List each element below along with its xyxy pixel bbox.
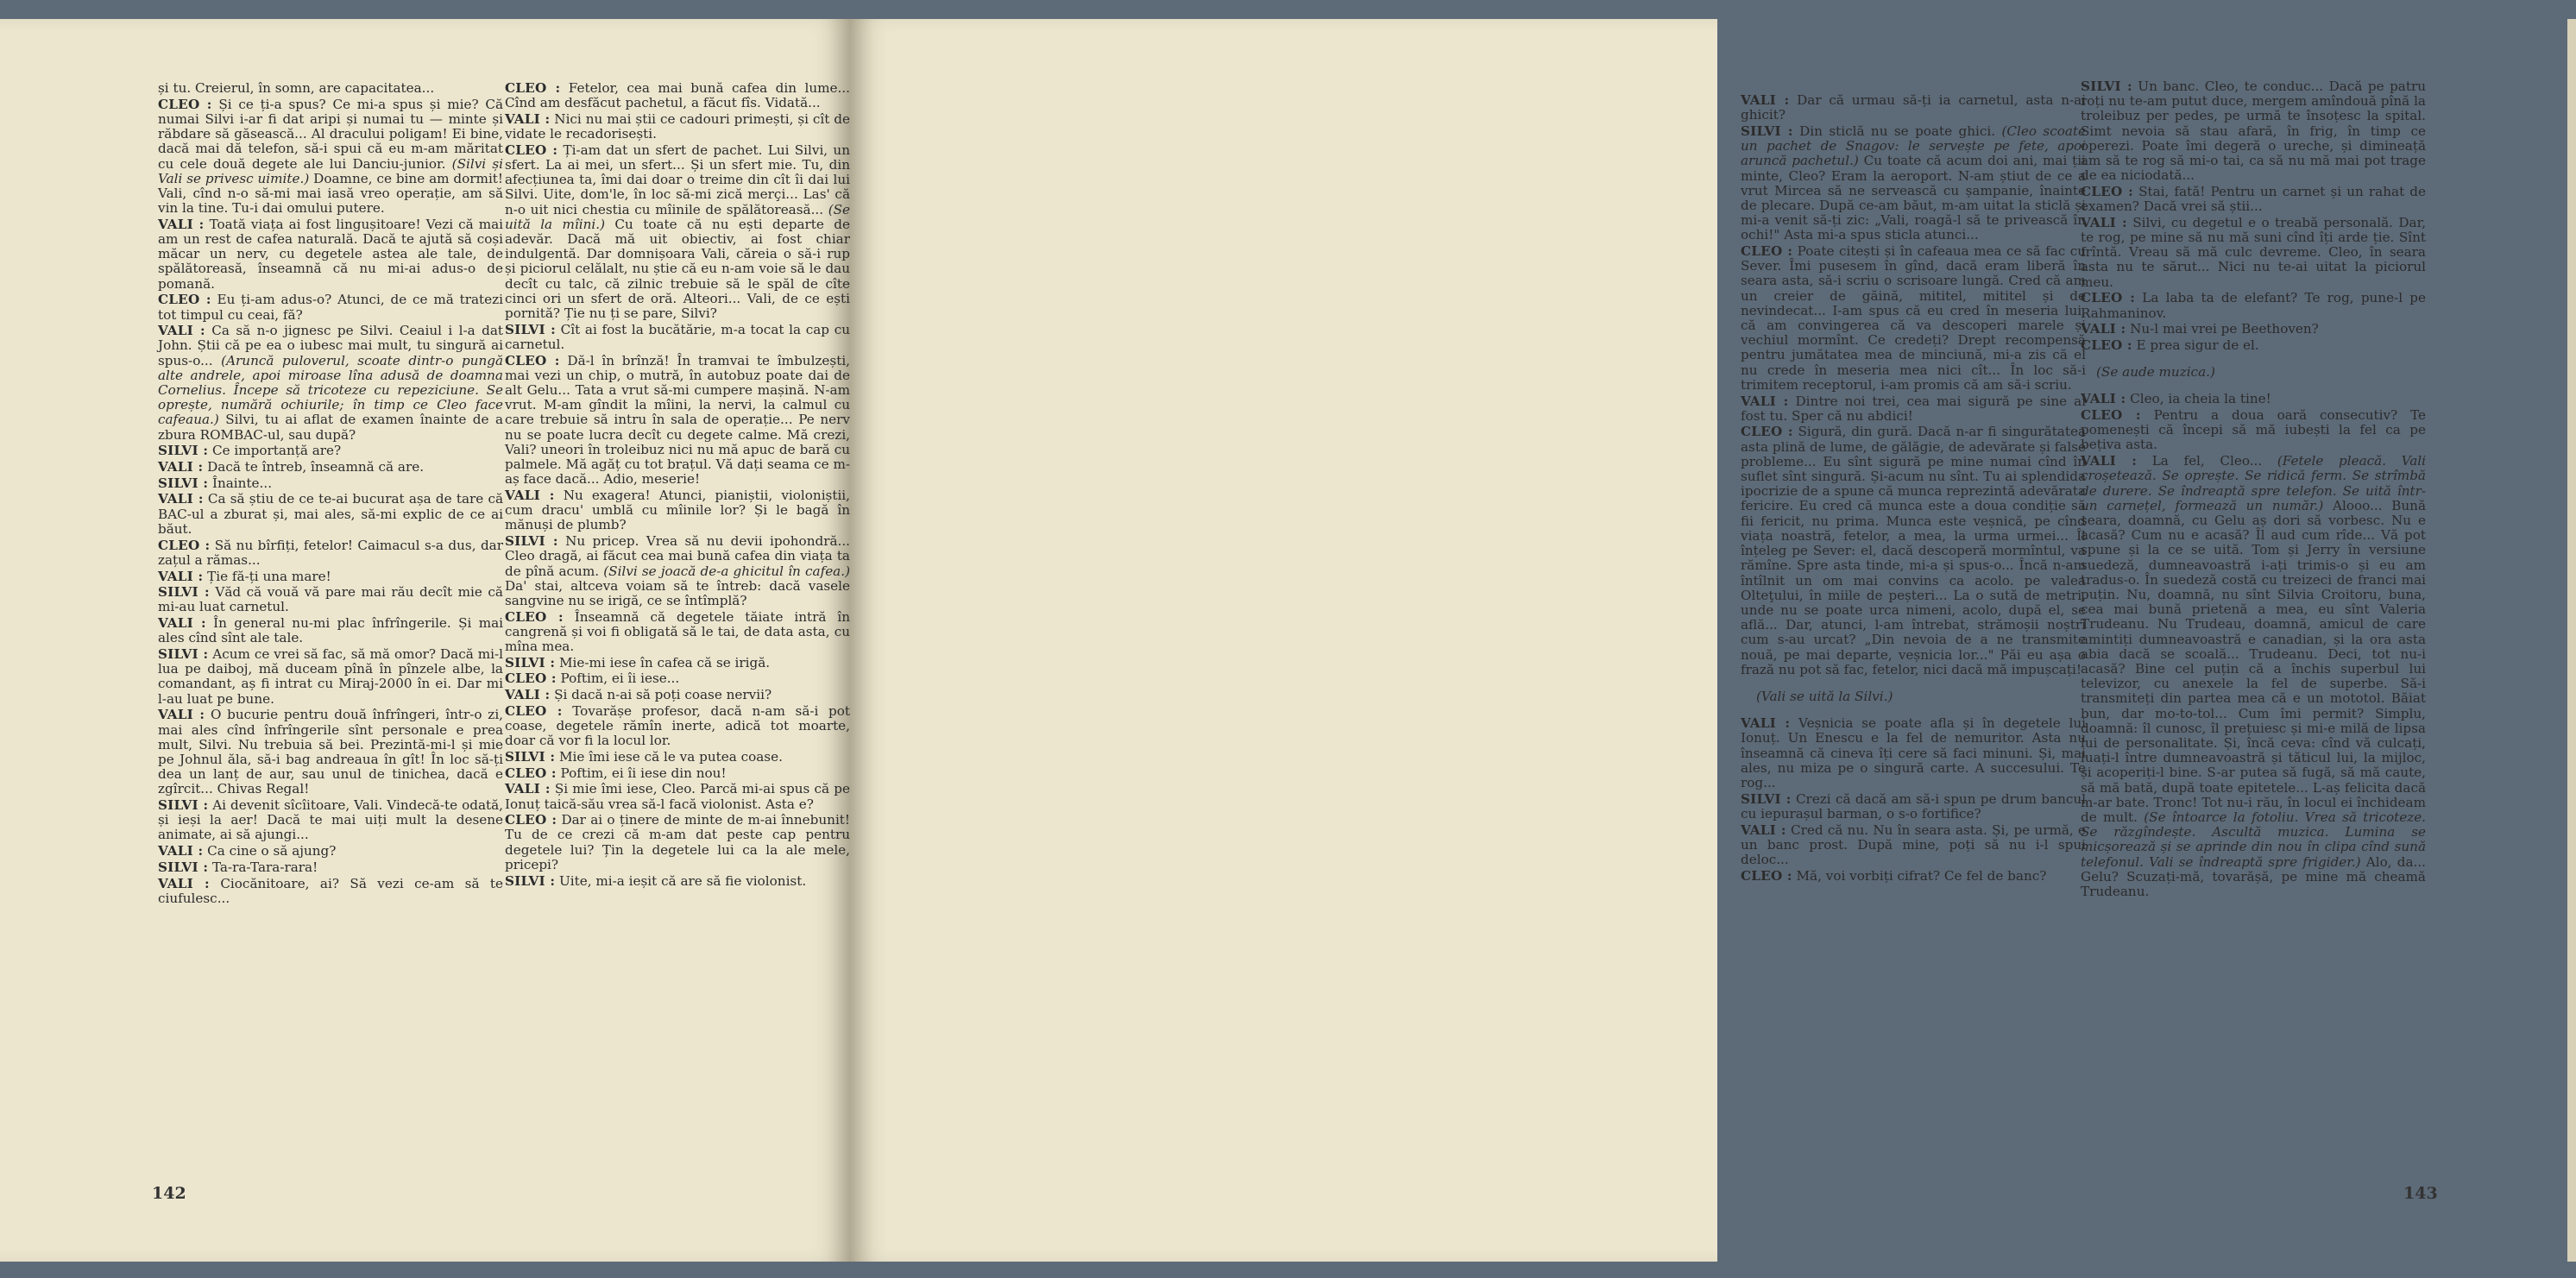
speaker-name: SILVI : <box>158 443 209 459</box>
dialogue-line <box>158 585 503 614</box>
dialogue-line <box>158 81 503 96</box>
speaker-name: CLEO : <box>505 670 557 687</box>
line-text: Mă, voi vorbiți cifrat? Ce fel de banc? <box>1796 867 2047 884</box>
speaker-name: CLEO : <box>1741 867 1792 884</box>
speaker-name: CLEO : <box>505 142 558 158</box>
line-text: Să nu bîrfiți, fetelor! Caimacul s-a dus, dar zațul a rămas... <box>158 537 504 568</box>
dialogue-line <box>158 324 503 443</box>
line-text: Tovarășe profesor, dacă n-am să-i pot coase, degetele rămîn inerte, adică tot moarte, doar că vor fi la locul lor. <box>505 702 850 749</box>
dialogue-line <box>505 766 850 781</box>
dialogue-line <box>1741 244 2086 393</box>
line-text: La fel, Cleo... <box>2151 453 2263 469</box>
dialogue-line <box>1741 124 2086 243</box>
speaker-name: CLEO : <box>505 608 564 625</box>
line-text: Silvi, cu degetul e o treabă personală. Dar, te rog, pe mine să nu mă suni cînd îți arde ție. Sînt frîntă. Vreau să mă culc devreme. Cleo, în seara asta nu te sărut... Nici nu te-ai uitat la piciorul meu. <box>2081 214 2427 290</box>
column-4 <box>2081 79 2426 901</box>
line-text: Sigură, din gură. Dacă n-ar fi singurătatea asta plină de lume, de gălăgie, de adevărate și false probleme... Eu sînt sigură pe mine numai cînd în suflet sînt singură. Și-acum nu sînt. Tu ai splendida ipocrizie de a spune că munca reprezintă adevărata fericire. Eu cred că munca este a doua condiție să fii fericit, nu prima. Munca este veșnică, pe cînd viața noastră, fetelor, a mea, la urma urmei... Îl înțeleg pe Sever: el, dacă descoperă mormîntul, va rămîne. Spre asta tinde, mi-a și spus-o... Încă n-am întîlnit un om mai convins ca acolo. pe valea Olteţului, în miile de peșteri... La o sută de metri, unde nu se poate urca nimeni, acolo, după el, se află... Dar, atunci, l-am întrebat, strămoșii noștri cum s-au urcat? „Din nevoia de a ne transmite nouă, pe mai departe, veșnicia lor..." Păi eu așa o frază nu pot să fac, fetelor, nici dacă mă impușcați! <box>1741 424 2086 677</box>
line-text: Înainte... <box>211 475 273 491</box>
line-text: Un banc. Cleo, te conduc... Dacă pe patru roți nu te-am putut duce, mergem amîndouă pînă la troleibuz per pedes, pe urmă te însoțesc la spital. Simt nevoia să stau afară, în frig, în timp ce operezi. Poate îmi degeră o ureche, și dimineață am să te rog să mi-o tai, ca să nu mă mai pot trage de ea niciodată... <box>2081 79 2426 184</box>
speaker-name: SILVI : <box>505 872 556 889</box>
line-text: Veșnicia se poate afla și în degetele lui Ionuț. Un Enescu e la fel de nemuritor. Asta nu înseamnă că cineva îți cere să faci minuni. Și, mai ales, nu miza pe o singură carte. A succesului. Te rog... <box>1741 715 2087 790</box>
line-text: Toată viața ai fost lingușitoare! Vezi că mai am un rest de cafea naturală. Dacă te ajută să coși măcar un nerv, cu degetele astea ale tale, de spălătoreasă, înseamnă că nu mi-ai adus-o de pomană. <box>158 216 504 292</box>
line-text: Poate citești și în cafeaua mea ce să fac cu Sever. Îmi pusesem în gînd, dacă eram liberă în seara asta, să-i scriu o scrisoare lungă. Cred că am un creier de găină, mititel, mititel și de nevindecat... I-am spus că eu cred în meseria lui, că am convingerea că va descoperi marele și vechiul mormînt. Ce credeți? Drept recompensă pentru jumătatea mea de minciună, mi-a zis că el nu crede în meseria mea nici cît... În loc să-i trimitem receptorul, i-am promis că am să-i scriu. <box>1741 243 2087 393</box>
speaker-name: VALI : <box>158 491 204 507</box>
dialogue-line <box>2081 79 2426 183</box>
line-text: Cu toate că acum doi ani, mai ții minte, Cleo? Eram la aeroport. N-am știut de ce a vrut Mircea să ne servească cu șampanie, înainte de plecare. După ce-am băut, m-am uitat la sticlă și mi-a venit să-ți zic: „Vali, roagă-l să te privească în ochi!" Asta mi-a spus sticla atunci... <box>1741 153 2087 243</box>
dialogue-line <box>158 492 503 537</box>
dialogue-line <box>2081 216 2426 290</box>
dialogue-line <box>158 476 503 491</box>
line-text: Cred că nu. Nu în seara asta. Și, pe urmă, e un banc prost. După mine, poți să nu i-l spui deloc... <box>1741 822 2086 867</box>
dialogue-line <box>1741 394 2086 424</box>
dialogue-line <box>1741 425 2086 677</box>
line-text: Dacă te întreb, înseamnă că are. <box>207 459 425 475</box>
dialogue-line <box>505 354 850 488</box>
dialogue-line <box>505 488 850 533</box>
column-1 <box>158 81 503 907</box>
line-text: Și ce ți-a spus? Ce mi-a spus și mie? Că numai Silvi i-ar fi dat aripi și numai tu — minte și răbdare să găsească... Al dracului poligam! Ei bine, dacă mai dă telefon, să-i spui că eu m-am măritat cu cele două degete ale lui Danciu-junior. <box>158 96 504 172</box>
dialogue-line <box>158 860 503 875</box>
line-text: Ca să n-o jignesc pe Silvi. Ceaiul i l-a dat John. Știi că pe ea o iubesc mai mult, tu singură ai spus-o... <box>158 323 504 368</box>
line-text: Stai, fată! Pentru un carnet și un rahat de examen? Dacă vrei să știi... <box>2081 183 2426 215</box>
dialogue-line <box>158 460 503 475</box>
line-text: Ți-am dat un sfert de pachet. Lui Silvi, un sfert. La ai mei, un sfert... Și un sfert mie. Tu, din afecțiunea ta, îmi dai doar o treime din cît îi dai lui Silvi. Uite, dom'le, în loc să-mi zică merçi... Las' că n-o uit nici chestia cu mîinile de spălătoreasă... <box>505 142 850 217</box>
speaker-name: VALI : <box>158 568 204 584</box>
stage-direction: (Aruncă puloverul, scoate dintr-o pungă alte andrele, apoi miroase lîna adusă de doamna Cornelius. Începe să tricoteze cu repeziciune. Se oprește, numără ochiurile; în timp ce Cleo face cafeaua.) <box>158 352 504 428</box>
line-text: Văd că vouă vă pare mai rău decît mie că mi-au luat carnetul. <box>158 584 503 615</box>
speaker-name: SILVI : <box>158 475 209 491</box>
speaker-name: SILVI : <box>505 321 556 337</box>
page-edge <box>2567 19 2576 1262</box>
right-page <box>850 19 2438 1262</box>
speaker-name: VALI : <box>158 615 206 632</box>
line-text: Ție fă-ți una mare! <box>207 568 331 584</box>
dialogue-line <box>505 81 850 110</box>
speaker-name: SILVI : <box>158 797 209 814</box>
line-text: Mie îmi iese că le va putea coase. <box>558 748 783 765</box>
speaker-name: SILVI : <box>1741 790 1792 807</box>
column-3 <box>1741 93 2086 885</box>
speaker-name: SILVI : <box>1741 123 1793 139</box>
line-text: Alo, da... Gelu? Scuzați-mă, tovarășă, pe mine mă cheamă Trudeanu. <box>2081 853 2427 900</box>
dialogue-line <box>2081 185 2426 214</box>
dialogue-line <box>505 143 850 321</box>
line-text: Ca cine o să ajung? <box>207 843 337 859</box>
line-text: Dar că urmau să-ți ia carnetul, asta n-ai ghicit? <box>1741 92 2087 123</box>
line-text: Eu ți-am adus-o? Atunci, de ce mă tratezi tot timpul cu ceai, fă? <box>158 292 504 323</box>
line-text: Nu exagera! Atunci, pianiștii, violoniștii, cum dracu' umblă cu mîinile lor? Și le bagă în mănuși de plumb? <box>505 487 850 533</box>
dialogue-line <box>158 570 503 584</box>
line-text: E prea sigur de el. <box>2136 337 2259 353</box>
line-text: Nu-l mai vrei pe Beethoven? <box>2130 321 2319 337</box>
stage-direction: (Silvi se joacă de-a ghicitul în cafea.) <box>603 563 850 579</box>
speaker-name: VALI : <box>2081 391 2126 407</box>
dialogue-line <box>2081 392 2426 406</box>
stage-direction: (Se aude muzica.) <box>2096 364 2215 381</box>
open-book <box>0 19 2438 1262</box>
line-text: Poftim, ei îi iese din nou! <box>560 765 727 781</box>
line-text: Cît ai fost la bucătărie, m-a tocat la cap cu carnetul. <box>505 321 850 352</box>
stage-direction: (Vali se uită la Silvi.) <box>1756 688 1893 704</box>
line-text: Dar ai o ținere de minte de m-ai înnebunit! Tu de ce crezi că m-am dat peste cap pentru degetele lui? Țin la degetele lui ca la ale mele, pricepi? <box>505 812 851 872</box>
line-text: Pentru a doua oară consecutiv? Te pomenești că începi să mă iubești la fel ca pe bețiva asta. <box>2081 407 2427 453</box>
dialogue-line <box>505 610 850 655</box>
speaker-name: VALI : <box>2081 321 2126 337</box>
dialogue-line <box>158 647 503 707</box>
page-number-right: 143 <box>2403 1184 2438 1203</box>
dialogue-line <box>1741 792 2086 822</box>
page-number-left: 142 <box>152 1184 186 1203</box>
dialogue-line <box>1741 869 2086 884</box>
line-text: O bucurie pentru două înfrîngeri, într-o zi, mai ales cînd înfrîngerile sînt personale e prea mult, Silvi. Nu trebuia să bei. Prezintă-mi-l și mie pe Johnul ăla, să-i bag andreaua în gît! În loc să-ți dea un lanț de aur, sau unul de tinichea, dacă e zgîrcit... Chivas Regal! <box>158 707 503 797</box>
line-text: La laba ta de elefant? Te rog, pune-l pe Rahmaninov. <box>2081 290 2427 321</box>
line-text: Nici nu mai știi ce cadouri primești, și cît de vidate le recadorisești. <box>505 110 851 142</box>
dialogue-line <box>158 293 503 322</box>
speaker-name: SILVI : <box>505 533 558 550</box>
speaker-name: VALI : <box>158 216 205 232</box>
dialogue-line <box>505 688 850 702</box>
dialogue-line <box>158 877 503 906</box>
speaker-name: CLEO : <box>2081 407 2141 424</box>
line-text: Înseamnă că degetele tăiate intră în cangrenă și voi fi obligată să le tai, de data asta, cu mîna mea. <box>505 608 850 655</box>
speaker-name: VALI : <box>158 707 205 723</box>
dialogue-line <box>505 750 850 765</box>
dialogue-line <box>505 704 850 749</box>
speaker-name: VALI : <box>505 687 551 703</box>
line-text: Și mie îmi iese, Cleo. Parcă mi-ai spus că pe Ionuț taică-său vrea să-l facă violonist. Asta e? <box>505 781 850 812</box>
dialogue-line <box>158 538 503 568</box>
speaker-name: SILVI : <box>158 584 210 601</box>
speaker-name: CLEO : <box>505 80 561 96</box>
stage-direction-line <box>1756 689 2086 704</box>
line-text: Silvi, tu ai aflat de examen înainte de a zbura ROMBAC-ul, sau după? <box>158 412 504 443</box>
line-text: și tu. Creierul, în somn, are capacitatea... <box>158 80 435 96</box>
speaker-name: VALI : <box>158 843 204 859</box>
line-text: Nu pricep. Vrea să nu devii ipohondră... Cleo dragă, ai făcut cea mai bună cafea din viața ta de pînă acum. <box>505 533 851 579</box>
speaker-name: VALI : <box>158 323 205 339</box>
dialogue-line <box>505 112 850 142</box>
dialogue-line <box>158 217 503 292</box>
line-text: Cleo, ia cheia la tine! <box>2130 391 2271 407</box>
line-text: În general nu-mi plac înfrîngerile. Și mai ales cînd sînt ale tale. <box>158 615 504 646</box>
line-text: Ce importanță are? <box>211 443 342 459</box>
line-text: Da' stai, altceva voiam să te întreb: dacă vasele sangvine nu se irigă, ce se întîmplă? <box>505 577 850 608</box>
line-text: Ai devenit sîcîitoare, Vali. Vindecă-te odată, și ieși la aer! Dacă te mai uiți mult la desene animate, ai să ajungi... <box>158 797 503 843</box>
dialogue-line <box>505 813 850 872</box>
dialogue-line <box>2081 454 2426 899</box>
dialogue-line <box>1741 823 2086 868</box>
speaker-name: VALI : <box>505 110 551 127</box>
speaker-name: CLEO : <box>158 537 211 553</box>
dialogue-line <box>1741 93 2086 123</box>
dialogue-line <box>505 782 850 811</box>
dialogue-line <box>2096 365 2426 380</box>
speaker-name: CLEO : <box>2081 183 2133 199</box>
speaker-name: CLEO : <box>505 812 557 828</box>
speaker-name: SILVI : <box>158 859 209 875</box>
line-text: Poftim, ei îi iese... <box>560 670 680 687</box>
line-text: Mie-mi iese în cafea că se irigă. <box>558 654 771 670</box>
dialogue-line <box>2081 322 2426 337</box>
speaker-name: SILVI : <box>158 646 209 663</box>
line-text: Ta-ra-Tara-rara! <box>211 859 318 875</box>
line-text: Ca să știu de ce te-ai bucurat așa de tare că BAC-ul a zburat și, mai ales, să-mi explic de ce ai băut. <box>158 491 504 537</box>
speaker-name: CLEO : <box>505 765 557 781</box>
speaker-name: CLEO : <box>2081 290 2136 306</box>
dialogue-line <box>2081 291 2426 320</box>
line-text: Cu toate că nu ești departe de adevăr. Dacă mă uit obiectiv, ai fost chiar indulgentă. Dar domnișoara Vali, căreia o să-i rup și piciorul celălalt, nu știe că eu n-am voie să le dau decît cu talc, că zilnic trebuie să le spăl de cîte cinci ori un sfert de oră. Alteori... Vali, de ce ești pornită? Ție nu ți se pare, Silvi? <box>505 216 851 322</box>
line-text: Crezi că dacă am să-i spun pe drum bancul cu iepurașul barman, o s-o fortifice? <box>1741 790 2086 822</box>
line-text: Și dacă n-ai să poți coase nervii? <box>554 687 772 703</box>
column-2 <box>505 81 850 890</box>
dialogue-line <box>158 444 503 458</box>
speaker-name: CLEO : <box>505 702 563 719</box>
speaker-name: SILVI : <box>505 748 556 765</box>
speaker-name: SILVI : <box>2081 79 2132 94</box>
line-text: Dintre noi trei, cea mai sigură pe sine ai fost tu. Sper că nu abdici! <box>1741 393 2087 424</box>
dialogue-line <box>505 323 850 352</box>
speaker-name: VALI : <box>1741 715 1791 732</box>
line-text: Din sticlă nu se poate ghici. <box>1799 123 1996 139</box>
speaker-name: CLEO : <box>1741 243 1793 260</box>
speaker-name: VALI : <box>2081 214 2127 230</box>
speaker-name: VALI : <box>1741 393 1789 409</box>
stage-direction: (Se întoarce la fotoliu. Vrea să tricoteze. Se răzgîndește. Ascultă muzica. Lumina se micșorează și se aprinde din nou în clipa cînd sună telefonul. Vali se îndreaptă spre frigider.) <box>2081 809 2427 870</box>
line-text: Fetelor, cea mai bună cafea din lume... Cînd am desfăcut pachetul, a făcut fîs. Vidată... <box>505 80 851 111</box>
stage-direction: (Se uită la mîini.) <box>505 201 851 232</box>
speaker-name: CLEO : <box>2081 337 2132 353</box>
dialogue-line <box>2081 338 2426 353</box>
line-text: Alooo... Bună seara, doamnă, cu Gelu aș dori să vorbesc. Nu e acasă? Cum nu e acasă? Îl aud cum rîde... Vă pot spune și la ce se uită. Tom și Jerry în versiune suedeză, dumneavoastră i-ați trimis-o și eu am tradus-o. În suedeză costă cu treizeci de franci mai puțin. Nu, doamnă, nu sînt Silvia Croitoru, buna, cea mai bună prietenă a mea, eu sînt Valeria Trudeanu. Nu Trudeau, doamnă, amicul de care amintiți dumneavoastră e canadian, și la ora asta abia dacă se scoală... Trudeanu. Deci, tot nu-i acasă? Bine cel puțin că a închis superbul lui televizor, cu anexele la fel de superbe. Să-i transmiteți din partea mea că e un mototol. Băiat bun, dar mo-to-tol... Cum îmi permit? Simplu, doamnă: îl cunosc, îl prețuiesc și mi-e milă de lipsa lui de personalitate. Și, încă ceva: cînd vă culcați, luați-l între dumneavoastră și tăticul lui, la mijloc, și acoperiți-l bine. S-ar putea să fugă, să mă caute, să mă bată, după toate epitetele... L-aș felicita dacă m-ar bate. Tronc! Tot nu-i rău, în locul ei închideam de mult. <box>2081 497 2427 826</box>
speaker-name: CLEO : <box>1741 424 1793 440</box>
left-page <box>0 19 850 1262</box>
dialogue-line <box>505 874 850 889</box>
speaker-name: VALI : <box>158 875 210 891</box>
line-text: Uite, mi-a ieșit că are să fie violonist. <box>558 872 807 889</box>
line-text: Ciocănitoare, ai? Să vezi ce-am să te ciufulesc... <box>158 875 504 906</box>
dialogue-line <box>158 844 503 859</box>
stage-direction: (Cleo scoate un pachet de Snagov: le servește pe fete, apoi aruncă pachetul.) <box>1741 123 2086 169</box>
dialogue-line <box>158 98 503 217</box>
speaker-name: VALI : <box>1741 822 1786 838</box>
dialogue-line <box>2081 408 2426 453</box>
speaker-name: CLEO : <box>505 352 560 368</box>
speaker-name: VALI : <box>505 487 555 503</box>
dialogue-line <box>505 671 850 686</box>
speaker-name: CLEO : <box>158 292 211 308</box>
speaker-name: VALI : <box>505 781 551 797</box>
speaker-name: VALI : <box>2081 453 2138 469</box>
dialogue-line <box>1741 716 2086 790</box>
dialogue-line <box>505 534 850 608</box>
dialogue-line <box>158 708 503 796</box>
line-text: Doamne, ce bine am dormit! Vali, cînd n-o să-mi mai iasă vreo operație, am să vin la tine. Tu-i dai omului putere. <box>158 170 504 217</box>
speaker-name: CLEO : <box>158 96 212 112</box>
speaker-name: SILVI : <box>505 654 556 670</box>
speaker-name: VALI : <box>158 459 204 475</box>
line-text: Acum ce vrei să fac, să mă omor? Dacă mi-l lua pe daiboj, mă duceam pînă în pînzele albe, la comandant, aș fi intrat cu Miraj-2000 în ei. Dar mi l-au luat pe bune. <box>158 646 503 707</box>
stage-direction: (Silvi și Vali se privesc uimite.) <box>158 155 504 186</box>
dialogue-line <box>158 616 503 645</box>
dialogue-line <box>505 656 850 670</box>
stage-direction: (Fetele pleacă. Vali croșetează. Se oprește. Se ridică ferm. Se strîmbă de durere. Se îndreaptă spre telefon. Se uită într-un carnețel, formează un număr.) <box>2081 453 2426 513</box>
speaker-name: VALI : <box>1741 92 1790 108</box>
dialogue-line <box>158 798 503 843</box>
line-text: Dă-l în brînză! În tramvai te îmbulzești, mai vezi un chip, o mutră, în autobuz poate dai de alt Gelu... Tata a vrut să-mi cumpere mașină. N-am vrut. M-am gîndit la mîini, la nervi, la calmul cu care trebuie să intru în sala de operație... Pe nerv nu se poate lucra decît cu degete calme. Mă crezi, Vali? uneori în troleibuz nici nu mă apuc de bară cu palmele. Mă agăț cu tot brațul. Vă dați seama ce m-aș face dacă... Adio, meserie! <box>505 352 851 488</box>
